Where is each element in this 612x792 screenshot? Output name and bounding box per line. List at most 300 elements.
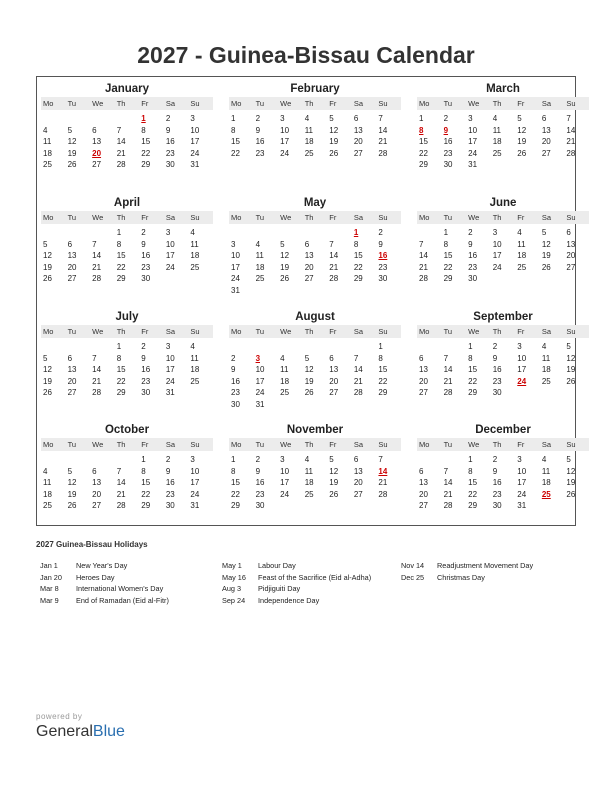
weekday-label: Sa: [541, 327, 552, 336]
day-cell: 23: [492, 489, 502, 499]
day-cell: 8: [378, 353, 383, 363]
empty-cell: [352, 341, 377, 353]
holiday-date: Mar 9: [40, 595, 59, 605]
day-cell: 3: [468, 114, 473, 123]
day-cell: 5: [304, 353, 310, 363]
weekday-label: Tu: [67, 213, 77, 222]
day-cell: 20: [419, 489, 428, 499]
day-cell: 14: [443, 478, 453, 488]
day-cell: 7: [566, 114, 571, 123]
holiday-day: 14: [378, 466, 388, 476]
empty-cell: [90, 113, 115, 125]
empty-cell: [90, 454, 115, 466]
day-cell: 6: [67, 353, 73, 363]
day-cell: 1: [141, 455, 146, 464]
month-june: [417, 195, 589, 285]
day-cell: 23: [492, 376, 502, 386]
day-cell: 13: [419, 365, 428, 375]
day-cell: 7: [378, 114, 383, 123]
weekday-label: Th: [492, 99, 502, 108]
day-cell: 27: [92, 501, 102, 511]
day-cell: 30: [231, 399, 240, 409]
day-cell: 19: [43, 376, 52, 386]
day-cell: 7: [92, 239, 97, 249]
day-cell: 2: [378, 228, 383, 237]
day-cell: 10: [165, 239, 175, 249]
holiday-day: 1: [353, 228, 359, 237]
day-cell: 12: [43, 251, 52, 261]
month-name: July: [115, 311, 139, 323]
day-cell: 31: [517, 501, 527, 511]
day-cell: 15: [419, 137, 428, 147]
day-cell: 10: [280, 125, 290, 135]
day-cell: 27: [353, 148, 363, 158]
weekday-label: Mo: [43, 327, 54, 336]
day-cell: 29: [141, 501, 151, 511]
day-cell: 19: [566, 478, 576, 488]
holiday-day: 3: [255, 353, 261, 363]
day-cell: 16: [443, 137, 453, 147]
holiday-name: End of Ramadan (Eid al-Fitr): [76, 595, 169, 605]
day-cell: 7: [116, 125, 122, 135]
day-cell: 23: [255, 489, 265, 499]
day-cell: 9: [231, 365, 236, 375]
day-cell: 15: [141, 478, 151, 488]
day-cell: 11: [280, 365, 289, 375]
day-grid: [41, 454, 213, 512]
day-cell: 3: [190, 455, 195, 464]
day-cell: 11: [517, 239, 526, 249]
day-cell: 25: [304, 148, 314, 158]
brand-name-part2: Blue: [92, 723, 125, 740]
holiday-date: Jan 1: [40, 561, 58, 570]
day-cell: 23: [141, 376, 151, 386]
empty-cell: [66, 341, 91, 353]
day-cell: 6: [541, 114, 547, 123]
month-february: [229, 81, 401, 159]
weekday-label: Tu: [443, 327, 453, 336]
weekday-label: Su: [190, 99, 200, 108]
holiday-item: [40, 560, 169, 572]
day-cell: 19: [329, 478, 339, 488]
day-cell: 30: [141, 274, 151, 284]
day-cell: 7: [92, 353, 97, 363]
holiday-item: [222, 572, 371, 584]
weekday-label: Fr: [329, 99, 337, 108]
day-cell: 17: [255, 376, 265, 386]
month-name: June: [489, 197, 517, 209]
day-cell: 25: [190, 262, 200, 272]
day-cell: 14: [378, 125, 388, 135]
weekday-label: Sa: [353, 440, 364, 449]
day-cell: 27: [419, 388, 428, 398]
holiday-name: Readjustment Movement Day: [437, 561, 534, 570]
day-cell: 23: [378, 262, 388, 272]
month-july: [41, 309, 213, 399]
day-cell: 5: [566, 342, 571, 351]
day-cell: 21: [378, 478, 388, 488]
day-cell: 23: [231, 388, 240, 398]
day-cell: 28: [329, 274, 339, 284]
day-cell: 27: [92, 160, 102, 170]
day-cell: 18: [280, 376, 290, 386]
day-cell: 20: [92, 489, 102, 499]
day-cell: 25: [255, 274, 265, 284]
weekday-header: [417, 97, 589, 110]
holiday-item: [40, 595, 169, 607]
empty-cell: [417, 454, 442, 466]
day-cell: 24: [190, 148, 200, 158]
day-cell: 22: [468, 489, 478, 499]
day-cell: 30: [378, 274, 388, 284]
day-cell: 11: [43, 137, 52, 147]
month-december: [417, 422, 589, 512]
weekday-label: Th: [304, 99, 314, 108]
day-cell: 25: [43, 160, 52, 170]
day-cell: 25: [541, 376, 551, 386]
weekday-label: Mo: [231, 440, 242, 449]
holiday-day: 1: [141, 114, 146, 123]
empty-cell: [278, 227, 303, 239]
brand-name: [36, 723, 125, 741]
empty-cell: [41, 113, 66, 125]
day-cell: 13: [92, 137, 102, 147]
day-cell: 9: [492, 466, 498, 476]
weekday-label: Tu: [255, 327, 265, 336]
day-cell: 31: [165, 388, 175, 398]
day-grid: [417, 113, 589, 171]
weekday-header: [41, 211, 213, 224]
calendar-grid: [36, 76, 576, 526]
weekday-label: Th: [492, 327, 502, 336]
weekday-label: We: [280, 440, 292, 449]
month-name: April: [113, 197, 141, 209]
day-cell: 27: [67, 274, 77, 284]
day-cell: 4: [280, 353, 285, 363]
day-cell: 16: [492, 478, 502, 488]
day-cell: 16: [141, 365, 151, 375]
holiday-date: Mar 8: [40, 584, 59, 593]
day-cell: 10: [280, 466, 290, 476]
day-cell: 9: [255, 466, 261, 476]
day-cell: 6: [92, 466, 97, 476]
empty-cell: [115, 454, 140, 466]
day-cell: 7: [378, 455, 383, 464]
day-cell: 18: [190, 251, 200, 261]
day-cell: 26: [329, 489, 339, 499]
day-cell: 17: [468, 137, 478, 147]
day-cell: 16: [255, 137, 265, 147]
day-cell: 23: [165, 148, 175, 158]
month-name: October: [104, 424, 150, 436]
weekday-label: We: [280, 99, 292, 108]
day-cell: 29: [468, 388, 478, 398]
day-cell: 22: [353, 262, 363, 272]
day-cell: 3: [517, 342, 522, 351]
day-cell: 26: [517, 148, 527, 158]
day-cell: 27: [304, 274, 314, 284]
day-cell: 15: [141, 137, 151, 147]
day-grid: [229, 454, 401, 512]
day-cell: 14: [116, 137, 126, 147]
day-cell: 23: [255, 148, 265, 158]
holiday-item: [222, 595, 371, 607]
day-cell: 17: [165, 365, 175, 375]
day-cell: 25: [517, 262, 527, 272]
day-cell: 14: [566, 125, 576, 135]
day-cell: 10: [231, 251, 240, 261]
day-cell: 4: [541, 342, 547, 351]
day-cell: 29: [353, 274, 363, 284]
holiday-date: May 16: [222, 572, 246, 582]
day-cell: 20: [419, 376, 428, 386]
day-cell: 15: [116, 365, 126, 375]
day-cell: 10: [190, 125, 200, 135]
day-cell: 27: [67, 388, 77, 398]
day-cell: 22: [231, 489, 240, 499]
day-cell: 31: [190, 160, 200, 170]
day-cell: 12: [329, 125, 339, 135]
day-cell: 26: [566, 489, 576, 499]
day-cell: 17: [492, 251, 502, 261]
holiday-column: [401, 560, 533, 583]
day-cell: 9: [165, 125, 171, 135]
day-cell: 15: [231, 137, 240, 147]
day-cell: 24: [190, 489, 200, 499]
day-cell: 13: [329, 365, 339, 375]
day-cell: 4: [255, 239, 261, 249]
weekday-header: [41, 97, 213, 110]
day-cell: 3: [517, 455, 522, 464]
day-cell: 20: [67, 376, 77, 386]
weekday-label: We: [468, 99, 480, 108]
month-name: January: [104, 83, 150, 95]
day-cell: 13: [67, 365, 77, 375]
day-cell: 21: [92, 376, 102, 386]
empty-cell: [66, 113, 91, 125]
day-cell: 17: [517, 478, 527, 488]
weekday-label: Su: [378, 440, 388, 449]
weekday-label: Sa: [165, 327, 176, 336]
weekday-header: [417, 438, 589, 451]
day-cell: 21: [419, 262, 428, 272]
day-cell: 24: [255, 388, 265, 398]
weekday-label: Mo: [231, 327, 242, 336]
day-cell: 22: [231, 148, 240, 158]
day-cell: 1: [419, 114, 424, 123]
weekday-label: Mo: [419, 440, 430, 449]
weekday-header: [229, 211, 401, 224]
day-cell: 13: [566, 239, 576, 249]
weekday-label: Fr: [141, 440, 149, 449]
day-cell: 11: [541, 466, 551, 476]
day-cell: 28: [419, 274, 428, 284]
empty-cell: [254, 341, 279, 353]
day-cell: 12: [517, 125, 527, 135]
weekday-label: Su: [378, 99, 388, 108]
day-cell: 12: [304, 365, 314, 375]
day-cell: 17: [190, 137, 200, 147]
day-cell: 10: [190, 466, 200, 476]
day-cell: 30: [165, 501, 175, 511]
day-cell: 14: [443, 365, 453, 375]
day-cell: 21: [353, 376, 363, 386]
holiday-column: [40, 560, 169, 606]
day-cell: 18: [517, 251, 527, 261]
day-cell: 2: [141, 342, 146, 351]
weekday-label: Fr: [517, 440, 525, 449]
day-cell: 27: [353, 489, 363, 499]
day-cell: 2: [492, 455, 498, 464]
weekday-label: Th: [492, 213, 502, 222]
day-cell: 14: [92, 365, 102, 375]
holiday-name: Christmas Day: [437, 572, 485, 582]
weekday-label: Sa: [165, 440, 176, 449]
day-cell: 5: [43, 353, 48, 363]
holiday-date: Dec 25: [401, 572, 425, 582]
weekday-label: Fr: [329, 440, 337, 449]
day-cell: 7: [443, 353, 449, 363]
day-cell: 20: [353, 137, 363, 147]
day-cell: 7: [419, 239, 424, 249]
day-cell: 18: [541, 365, 551, 375]
holiday-name: Feast of the Sacrifice (Eid al-Adha): [258, 572, 372, 582]
day-cell: 30: [492, 388, 502, 398]
weekday-label: We: [468, 213, 480, 222]
day-cell: 6: [329, 353, 334, 363]
empty-cell: [327, 227, 352, 239]
day-cell: 6: [566, 228, 571, 237]
day-cell: 10: [468, 125, 478, 135]
empty-cell: [41, 341, 66, 353]
day-cell: 8: [468, 466, 473, 476]
empty-cell: [41, 454, 66, 466]
day-cell: 11: [190, 239, 199, 249]
day-cell: 8: [116, 239, 122, 249]
day-cell: 2: [255, 114, 261, 123]
day-cell: 29: [141, 160, 151, 170]
weekday-label: Mo: [43, 99, 54, 108]
day-cell: 31: [190, 501, 200, 511]
weekday-label: Mo: [419, 213, 430, 222]
holiday-item: [222, 583, 371, 595]
holiday-day: 8: [419, 125, 424, 135]
day-cell: 6: [67, 239, 73, 249]
day-cell: 5: [517, 114, 522, 123]
day-cell: 22: [419, 148, 428, 158]
page-title: 2027 - Guinea-Bissau Calendar: [137, 42, 475, 68]
day-cell: 1: [468, 455, 473, 464]
day-cell: 7: [443, 466, 449, 476]
day-cell: 3: [165, 228, 171, 237]
day-grid: [41, 113, 213, 171]
day-cell: 26: [43, 274, 52, 284]
day-cell: 4: [304, 114, 310, 123]
month-name: September: [473, 311, 533, 323]
powered-by-text: powered by: [36, 712, 83, 721]
empty-cell: [229, 341, 254, 353]
day-cell: 18: [304, 478, 314, 488]
day-cell: 2: [492, 342, 498, 351]
day-cell: 22: [141, 148, 151, 158]
day-cell: 20: [304, 262, 314, 272]
day-cell: 29: [419, 160, 428, 170]
day-cell: 16: [141, 251, 151, 261]
day-cell: 19: [541, 251, 551, 261]
day-cell: 15: [468, 365, 478, 375]
day-cell: 16: [165, 137, 175, 147]
day-cell: 1: [231, 455, 236, 464]
day-cell: 16: [468, 251, 478, 261]
day-cell: 12: [566, 353, 576, 363]
day-cell: 28: [378, 489, 388, 499]
weekday-header: [41, 325, 213, 338]
day-cell: 24: [517, 489, 527, 499]
day-cell: 19: [304, 376, 314, 386]
day-cell: 31: [255, 399, 265, 409]
day-cell: 3: [165, 342, 171, 351]
day-cell: 3: [280, 114, 285, 123]
empty-cell: [278, 341, 303, 353]
day-cell: 28: [92, 388, 102, 398]
holiday-item: [40, 572, 169, 584]
weekday-label: Th: [304, 440, 314, 449]
weekday-label: Th: [116, 99, 126, 108]
holiday-date: Jan 20: [40, 572, 62, 582]
day-cell: 2: [255, 455, 261, 464]
day-cell: 4: [190, 342, 195, 351]
day-cell: 19: [517, 137, 527, 147]
holiday-name: Independence Day: [258, 595, 320, 605]
holiday-day: 9: [443, 125, 449, 135]
weekday-label: We: [92, 327, 104, 336]
weekday-label: Tu: [255, 99, 265, 108]
weekday-header: [417, 325, 589, 338]
day-cell: 26: [67, 501, 77, 511]
holiday-date: Sep 24: [222, 595, 246, 605]
month-may: [229, 195, 401, 297]
day-cell: 31: [468, 160, 478, 170]
weekday-label: Mo: [231, 213, 242, 222]
day-cell: 13: [419, 478, 428, 488]
weekday-label: Su: [378, 213, 388, 222]
day-grid: [417, 341, 589, 399]
weekday-label: Th: [116, 213, 126, 222]
day-cell: 1: [116, 228, 122, 237]
day-cell: 10: [517, 353, 527, 363]
weekday-label: We: [280, 327, 292, 336]
day-cell: 23: [443, 148, 453, 158]
weekday-header: [417, 211, 589, 224]
day-cell: 2: [165, 114, 171, 123]
day-cell: 21: [116, 489, 126, 499]
day-cell: 13: [67, 251, 77, 261]
day-cell: 12: [43, 365, 52, 375]
empty-cell: [66, 454, 91, 466]
day-cell: 29: [116, 274, 126, 284]
day-cell: 27: [419, 501, 428, 511]
day-cell: 13: [353, 466, 363, 476]
day-cell: 18: [541, 478, 551, 488]
weekday-label: Fr: [329, 327, 337, 336]
day-cell: 8: [141, 125, 146, 135]
empty-cell: [90, 227, 115, 239]
day-cell: 4: [190, 228, 195, 237]
weekday-label: Tu: [443, 440, 453, 449]
day-cell: 22: [116, 262, 126, 272]
weekday-label: Fr: [517, 327, 525, 336]
weekday-label: Su: [378, 327, 388, 336]
